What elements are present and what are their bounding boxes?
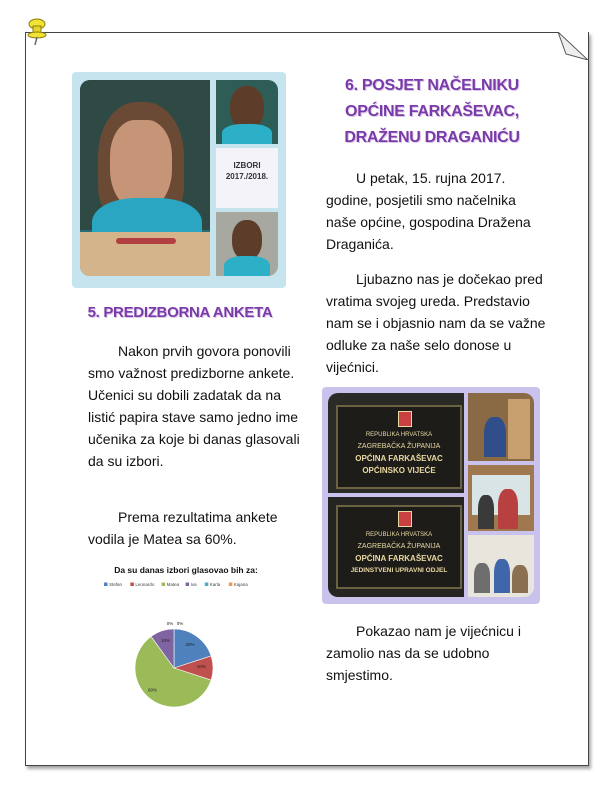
sign-line: ZAGREBAČKA ŽUPANIJA (357, 443, 441, 450)
sign-line: OPĆINA FARKAŠEVAC (355, 454, 443, 463)
student-photo-small (216, 80, 278, 144)
section-6-heading (322, 73, 542, 151)
section-6-paragraph-2: Ljubazno nas je dočekao pred vratima svojeg ureda. Predstavio nam se i objasnio nam da se važne odluke za naše selo donose u vijećnici. (326, 271, 546, 375)
sign-line: REPUBLIKA HRVATSKA (365, 532, 433, 538)
election-caption-card (216, 148, 278, 208)
pie-data-label: 60% (148, 687, 158, 693)
pushpin-icon (26, 18, 48, 46)
legend-swatch (205, 583, 209, 587)
caption-line-2: 2017./2018. (225, 172, 269, 181)
legend-swatch (162, 583, 166, 587)
section-6-heading-line-2: OPĆINE FARKAŠEVAC, (345, 103, 519, 120)
pie-data-label: 20% (185, 641, 195, 647)
page-curl-icon (558, 32, 588, 60)
council-sign-photo (328, 393, 464, 493)
election-photo-collage (72, 72, 286, 288)
legend-label: Kajana (233, 582, 248, 587)
legend-swatch (229, 583, 233, 587)
section-6-heading-line-3: DRAŽENU DRAGANIĆU (344, 129, 520, 146)
visit-photo-group (468, 465, 534, 531)
visit-photo-council-room (468, 535, 534, 597)
section-5-paragraph-2: Prema rezultatima ankete vodila je Matea sa 60%. (88, 509, 278, 547)
visit-photo-hallway (468, 393, 534, 461)
sign-line: ZAGREBAČKA ŽUPANIJA (357, 543, 441, 550)
caption-line-1: IZBORI (233, 161, 261, 170)
pie-data-label: 10% (196, 664, 206, 669)
section-6-paragraph-3: Pokazao nam je vijećnicu i zamolio nas da se udobno smjestimo. (326, 623, 521, 683)
coat-of-arms-icon (398, 411, 412, 427)
legend-label: Matea (166, 582, 180, 587)
poll-pie-chart (86, 562, 286, 712)
legend-swatch (186, 583, 190, 587)
pie-data-label: 10% (161, 638, 171, 644)
sign-line: OPĆINA FARKAŠEVAC (355, 554, 443, 563)
student-voting-photo (80, 80, 210, 276)
sign-line: JEDINSTVENI UPRAVNI ODJEL (350, 567, 448, 574)
legend-label: Stefan (109, 582, 123, 587)
pie-data-label: 0% (176, 621, 184, 626)
section-5-heading: 5. PREDIZBORNA ANKETA (87, 304, 273, 321)
sign-line: OPĆINSKO VIJEĆE (362, 466, 436, 475)
chart-title: Da su danas izbori glasovao bih za: (114, 565, 258, 575)
legend-label: Iva (190, 582, 197, 587)
coat-of-arms-icon (398, 511, 412, 527)
section-6-paragraph-1: U petak, 15. rujna 2017. godine, posjetili smo načelnika naše općine, gospodina Dražena Draganića. (326, 170, 531, 252)
municipality-photo-collage (322, 387, 540, 604)
legend-label: Karla (209, 582, 221, 587)
legend-swatch (130, 583, 134, 587)
section-5-paragraph-1: Nakon prvih govora ponovili smo važnost predizborne ankete. Učenici su dobili zadatak da na listić papira stave samo jedno ime učenika za koje bi danas glasovali da su izbori. (88, 343, 300, 469)
student-photo-small (216, 212, 278, 276)
section-6-heading-line-1: 6. POSJET NAČELNIKU (345, 77, 519, 94)
pie-data-label: 0% (166, 621, 174, 626)
admin-office-sign-photo (328, 497, 464, 597)
legend-label: Leonardo (135, 582, 155, 587)
sign-line: REPUBLIKA HRVATSKA (365, 432, 433, 438)
legend-swatch (104, 583, 108, 587)
